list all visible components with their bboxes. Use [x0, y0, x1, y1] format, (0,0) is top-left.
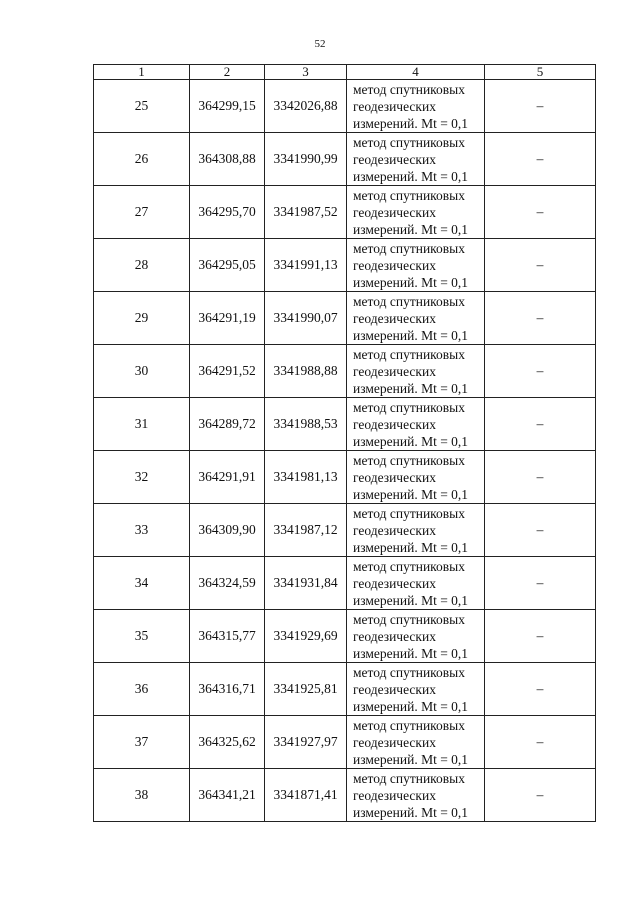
method-text-line: геодезических [353, 416, 436, 432]
y-coordinate-cell: 3341990,99 [265, 133, 347, 186]
method-text-line: измерений. Mt = 0,1 [353, 698, 469, 714]
method-cell [347, 451, 485, 504]
method-text-line: метод спутниковых [353, 134, 465, 150]
note-cell: – [485, 610, 596, 663]
point-number-cell: 26 [94, 133, 190, 186]
method-cell [347, 292, 485, 345]
method-text-line: метод спутниковых [353, 346, 465, 362]
method-text-line: метод спутниковых [353, 293, 465, 309]
method-cell [347, 345, 485, 398]
table-row [94, 186, 596, 239]
table-row [94, 292, 596, 345]
point-number-cell: 33 [94, 504, 190, 557]
method-cell [347, 610, 485, 663]
method-text-line: геодезических [353, 575, 436, 591]
x-coordinate-cell: 364299,15 [190, 80, 265, 133]
method-text-line: метод спутниковых [353, 611, 465, 627]
note-cell: – [485, 769, 596, 822]
y-coordinate-cell: 3341929,69 [265, 610, 347, 663]
table-row [94, 451, 596, 504]
method-text-line: метод спутниковых [353, 399, 465, 415]
x-coordinate-cell: 364291,19 [190, 292, 265, 345]
note-cell: – [485, 398, 596, 451]
coordinates-table [93, 64, 596, 822]
y-coordinate-cell: 3341988,88 [265, 345, 347, 398]
table-row [94, 80, 596, 133]
table-row [94, 239, 596, 292]
method-text-line: метод спутниковых [353, 187, 465, 203]
method-text-line: измерений. Mt = 0,1 [353, 592, 469, 608]
x-coordinate-cell: 364324,59 [190, 557, 265, 610]
x-coordinate-cell: 364308,88 [190, 133, 265, 186]
table-row [94, 610, 596, 663]
y-coordinate-cell: 3341990,07 [265, 292, 347, 345]
method-text-line: метод спутниковых [353, 505, 465, 521]
y-coordinate-cell: 3342026,88 [265, 80, 347, 133]
method-text-line: измерений. Mt = 0,1 [353, 486, 469, 502]
note-cell: – [485, 557, 596, 610]
y-coordinate-cell: 3341987,12 [265, 504, 347, 557]
method-text-line: метод спутниковых [353, 81, 465, 97]
method-text-line: измерений. Mt = 0,1 [353, 274, 469, 290]
x-coordinate-cell: 364291,52 [190, 345, 265, 398]
method-text-line: измерений. Mt = 0,1 [353, 645, 469, 661]
note-cell: – [485, 345, 596, 398]
method-text-line: метод спутниковых [353, 717, 465, 733]
method-text-line: геодезических [353, 204, 436, 220]
method-text-line: геодезических [353, 257, 436, 273]
method-text-line: метод спутниковых [353, 452, 465, 468]
method-text-line: геодезических [353, 628, 436, 644]
method-text-line: геодезических [353, 681, 436, 697]
note-cell: – [485, 451, 596, 504]
method-cell [347, 80, 485, 133]
y-coordinate-cell: 3341988,53 [265, 398, 347, 451]
method-text-line: геодезических [353, 787, 436, 803]
method-text-line: геодезических [353, 98, 436, 114]
point-number-cell: 38 [94, 769, 190, 822]
column-header-2: 2 [190, 65, 265, 80]
table-row [94, 133, 596, 186]
method-text-line: метод спутниковых [353, 664, 465, 680]
point-number-cell: 37 [94, 716, 190, 769]
point-number-cell: 31 [94, 398, 190, 451]
point-number-cell: 35 [94, 610, 190, 663]
table-row [94, 398, 596, 451]
x-coordinate-cell: 364295,05 [190, 239, 265, 292]
table-row [94, 504, 596, 557]
method-text-line: измерений. Mt = 0,1 [353, 221, 469, 237]
method-text-line: метод спутниковых [353, 770, 465, 786]
method-cell [347, 557, 485, 610]
method-text-line: метод спутниковых [353, 240, 465, 256]
table-row [94, 663, 596, 716]
column-header-3: 3 [265, 65, 347, 80]
method-text-line: геодезических [353, 151, 436, 167]
point-number-cell: 25 [94, 80, 190, 133]
method-text-line: метод спутниковых [353, 558, 465, 574]
method-text-line: измерений. Mt = 0,1 [353, 327, 469, 343]
column-header-5: 5 [485, 65, 596, 80]
y-coordinate-cell: 3341991,13 [265, 239, 347, 292]
point-number-cell: 28 [94, 239, 190, 292]
note-cell: – [485, 133, 596, 186]
method-cell [347, 186, 485, 239]
table-row [94, 557, 596, 610]
note-cell: – [485, 663, 596, 716]
point-number-cell: 29 [94, 292, 190, 345]
table-body [94, 80, 596, 822]
method-cell [347, 504, 485, 557]
x-coordinate-cell: 364295,70 [190, 186, 265, 239]
method-cell [347, 239, 485, 292]
method-cell [347, 769, 485, 822]
method-text-line: геодезических [353, 469, 436, 485]
page-number: 52 [314, 38, 326, 50]
table-header-row [94, 65, 596, 80]
method-text-line: измерений. Mt = 0,1 [353, 804, 469, 820]
table-row [94, 716, 596, 769]
note-cell: – [485, 716, 596, 769]
point-number-cell: 30 [94, 345, 190, 398]
x-coordinate-cell: 364341,21 [190, 769, 265, 822]
method-text-line: измерений. Mt = 0,1 [353, 168, 469, 184]
method-text-line: измерений. Mt = 0,1 [353, 539, 469, 555]
method-text-line: измерений. Mt = 0,1 [353, 380, 469, 396]
point-number-cell: 27 [94, 186, 190, 239]
note-cell: – [485, 239, 596, 292]
x-coordinate-cell: 364309,90 [190, 504, 265, 557]
point-number-cell: 34 [94, 557, 190, 610]
y-coordinate-cell: 3341931,84 [265, 557, 347, 610]
x-coordinate-cell: 364291,91 [190, 451, 265, 504]
y-coordinate-cell: 3341871,41 [265, 769, 347, 822]
method-text-line: измерений. Mt = 0,1 [353, 751, 469, 767]
x-coordinate-cell: 364325,62 [190, 716, 265, 769]
point-number-cell: 32 [94, 451, 190, 504]
x-coordinate-cell: 364289,72 [190, 398, 265, 451]
note-cell: – [485, 292, 596, 345]
method-text-line: геодезических [353, 522, 436, 538]
x-coordinate-cell: 364315,77 [190, 610, 265, 663]
method-cell [347, 716, 485, 769]
note-cell: – [485, 186, 596, 239]
column-header-4: 4 [347, 65, 485, 80]
table-row [94, 345, 596, 398]
method-cell [347, 398, 485, 451]
method-text-line: геодезических [353, 363, 436, 379]
note-cell: – [485, 80, 596, 133]
method-cell [347, 133, 485, 186]
method-text-line: измерений. Mt = 0,1 [353, 115, 469, 131]
y-coordinate-cell: 3341981,13 [265, 451, 347, 504]
table-row [94, 769, 596, 822]
y-coordinate-cell: 3341925,81 [265, 663, 347, 716]
y-coordinate-cell: 3341987,52 [265, 186, 347, 239]
method-text-line: измерений. Mt = 0,1 [353, 433, 469, 449]
column-header-1: 1 [94, 65, 190, 80]
method-text-line: геодезических [353, 734, 436, 750]
x-coordinate-cell: 364316,71 [190, 663, 265, 716]
point-number-cell: 36 [94, 663, 190, 716]
y-coordinate-cell: 3341927,97 [265, 716, 347, 769]
method-cell [347, 663, 485, 716]
note-cell: – [485, 504, 596, 557]
method-text-line: геодезических [353, 310, 436, 326]
